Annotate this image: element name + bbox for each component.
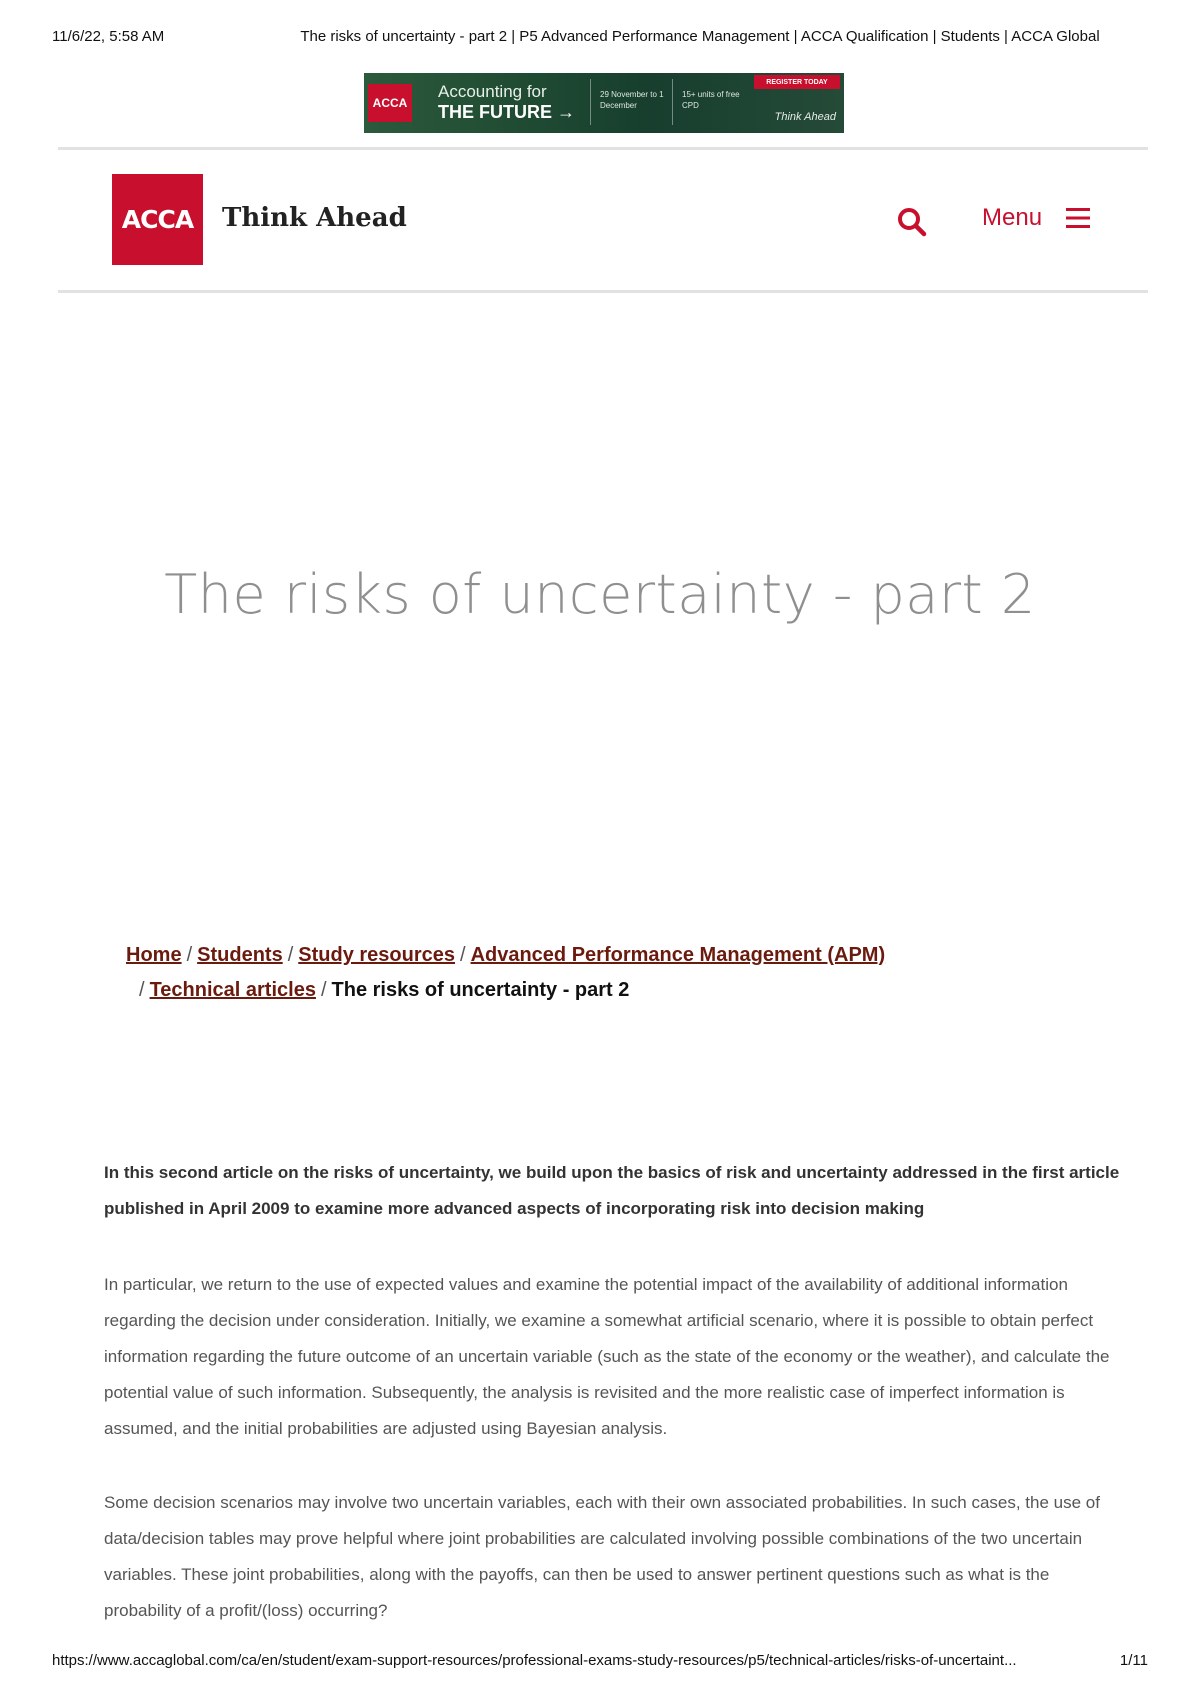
print-footer [52,1652,1148,1669]
page-title: The risks of uncertainty - part 2 [164,563,1036,626]
breadcrumb-separator: / [287,944,294,966]
breadcrumb-technical-articles[interactable]: Technical articles [149,979,316,1001]
banner-logo: ACCA [368,84,412,122]
search-button[interactable] [895,205,929,239]
search-icon [895,205,929,239]
print-page-title: The risks of uncertainty - part 2 | P5 Advanced Performance Management | ACCA Qualification | Students | ACCA Global [300,28,1100,45]
menu-label: Menu [982,204,1043,231]
breadcrumb-apm[interactable]: Advanced Performance Management (APM) [470,944,886,966]
site-tagline: Think Ahead [222,203,407,233]
breadcrumb-home[interactable]: Home [126,944,182,966]
article-paragraph: In particular, we return to the use of expected values and examine the potential impact of the availability of additional information regarding the decision under consideration. Initially, we examine a somewhat artificial scenario, where it is possible to obtain perfect information regarding the future outcome of an uncertain variable (such as the state of the economy or the weather), and calculate the potential value of such information. Subsequently, the analysis is revisited and the more realistic case of imperfect information is assumed, and the initial probabilities are adjusted using Bayesian analysis. [104,1275,1110,1438]
banner-tagline: Think Ahead [774,111,836,123]
menu-button[interactable] [982,204,1090,232]
breadcrumb-separator: / [186,944,193,966]
breadcrumb-current: The risks of uncertainty - part 2 [331,979,630,1001]
article-body [104,1155,1124,1667]
print-page-number: 1/11 [1119,1652,1148,1669]
article-lead: In this second article on the risks of uncertainty, we build upon the basics of risk and uncertainty addressed in the first article published in April 2009 to examine more advanced aspects of incorporating risk into decision making [104,1163,1120,1218]
breadcrumb-separator: / [320,979,327,1001]
breadcrumb-separator: / [139,979,145,1001]
breadcrumb-students[interactable]: Students [197,944,283,966]
print-header [52,28,1148,45]
breadcrumb [126,938,956,1008]
print-url: https://www.accaglobal.com/ca/en/student/exam-support-resources/professional-exams-study-resources/p5/technical-articles/risks-of-uncertaint... [52,1652,1017,1669]
article-paragraph: Some decision scenarios may involve two uncertain variables, each with their own associated probabilities. In such cases, the use of data/decision tables may prove helpful where joint probabilities are calculated involving possible combinations of the two uncertain variables. These joint probabilities, along with the payoffs, can then be used to answer pertinent questions such as what is the probability of a profit/(loss) occurring? [104,1493,1100,1620]
banner-dates: 29 November to 1 December [600,90,664,110]
banner-divider [672,79,673,125]
banner-headline-2: THE FUTURE → [438,102,575,122]
ad-banner[interactable] [364,73,844,133]
breadcrumb-separator: / [460,944,466,966]
banner-cpd: 15+ units of free CPD [682,90,740,110]
hamburger-icon [1066,207,1090,229]
banner-headline-1: Accounting for [438,82,547,101]
banner-register-button[interactable]: REGISTER TODAY [754,75,840,89]
breadcrumb-study-resources[interactable]: Study resources [298,944,455,966]
acca-logo[interactable]: ACCA [112,174,203,265]
header-divider-bottom [58,290,1148,293]
print-date: 11/6/22, 5:58 AM [52,28,165,45]
header-divider-top [58,147,1148,150]
banner-divider [590,79,591,125]
